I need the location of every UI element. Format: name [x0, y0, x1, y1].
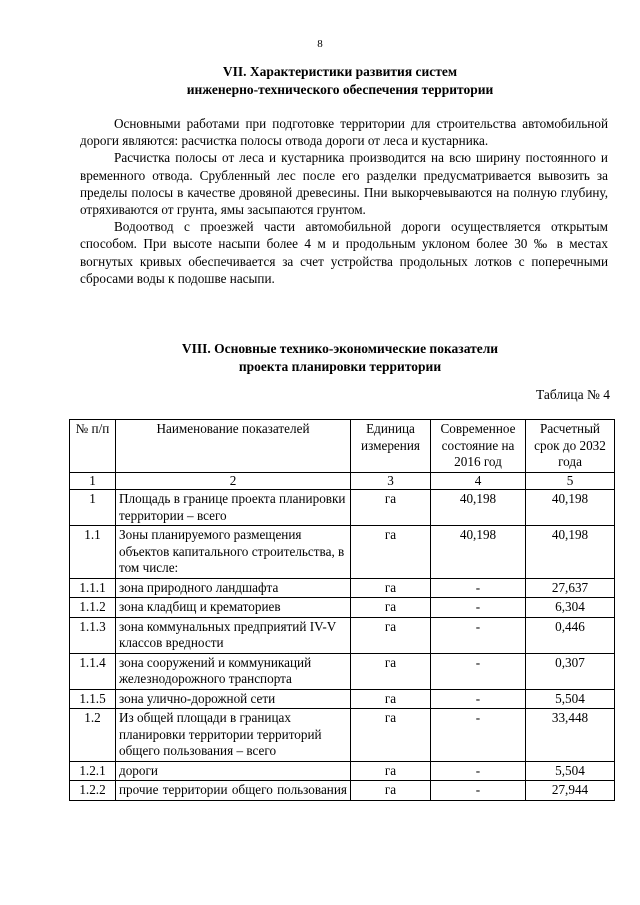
paragraph: Расчистка полосы от леса и кустарника производится на всю ширину постоянного и временного отвода. Срубленный лес после его разделки предусматривается вывозить за пределы полосы в качестве дровяной древесины. Пни выкорчевываются на полную глубину, отряхиваются от грунта, ямы засыпаются грунтом. [80, 150, 608, 218]
header-num: № п/п [70, 420, 116, 473]
target-value: 5,504 [526, 761, 615, 781]
table-header-row [70, 420, 615, 473]
section-7-body [80, 115, 608, 287]
section-7-title-line-2: инженерно-технического обеспечения территории [186, 82, 494, 97]
paragraph: Основными работами при подготовке территории для строительства автомобильной дороги являются: расчистка полосы отвода дороги от леса и кустарника. [80, 116, 608, 149]
indicator-name: Из общей площади в границах планировки территории территорий общего пользования – всего [116, 709, 351, 762]
target-value: 40,198 [526, 490, 615, 526]
target-value: 0,446 [526, 617, 615, 653]
table-caption: Таблица № 4 [536, 387, 610, 402]
indicator-name: зона сооружений и коммуникаций железнодорожного транспорта [116, 653, 351, 689]
target-value: 5,504 [526, 689, 615, 709]
row-number: 1 [70, 490, 116, 526]
table-row [70, 689, 615, 709]
row-number: 1.2.1 [70, 761, 116, 781]
page-number: 8 [317, 38, 323, 50]
unit: га [351, 781, 431, 801]
unit: га [351, 761, 431, 781]
current-value: 40,198 [431, 526, 526, 579]
column-index-row [70, 472, 615, 490]
target-value: 27,637 [526, 578, 615, 598]
row-number: 1.1.1 [70, 578, 116, 598]
section-8-title-line-2: проекта планировки территории [238, 359, 442, 374]
section-8-heading [60, 340, 620, 376]
header-name: Наименование показателей [116, 420, 351, 473]
column-index: 4 [431, 472, 526, 490]
current-value: - [431, 653, 526, 689]
table-row [70, 781, 615, 801]
current-value: - [431, 578, 526, 598]
unit: га [351, 653, 431, 689]
current-value: 40,198 [431, 490, 526, 526]
indicator-name: зона коммунальных предприятий IV-V классов вредности [116, 617, 351, 653]
unit: га [351, 526, 431, 579]
table-row [70, 709, 615, 762]
unit: га [351, 689, 431, 709]
target-value: 0,307 [526, 653, 615, 689]
current-value: - [431, 761, 526, 781]
row-number: 1.1.2 [70, 598, 116, 618]
table-row [70, 598, 615, 618]
row-number: 1.2.2 [70, 781, 116, 801]
indicator-name: прочие территории общего пользования [116, 781, 351, 801]
indicator-name: зона кладбищ и крематориев [116, 598, 351, 618]
table-row [70, 526, 615, 579]
column-index: 3 [351, 472, 431, 490]
unit: га [351, 709, 431, 762]
header-current: Современное состояние на 2016 год [431, 420, 526, 473]
indicators-table [69, 419, 615, 801]
target-value: 27,944 [526, 781, 615, 801]
table-row [70, 653, 615, 689]
current-value: - [431, 617, 526, 653]
column-index: 2 [116, 472, 351, 490]
table-row [70, 490, 615, 526]
header-target: Расчетный срок до 2032 года [526, 420, 615, 473]
row-number: 1.1.5 [70, 689, 116, 709]
header-unit: Единица измерения [351, 420, 431, 473]
indicator-name: Площадь в границе проекта планировки территории – всего [116, 490, 351, 526]
current-value: - [431, 598, 526, 618]
paragraph: Водоотвод с проезжей части автомобильной дороги осуществляется открытым способом. При высоте насыпи более 4 м и продольным уклоном более 30 ‰ в местах вогнутых кривых обеспечивается за счет устройства продольных лотков с поперечными сбросами воды к подошве насыпи. [80, 219, 608, 286]
column-index: 1 [70, 472, 116, 490]
indicator-name: зона улично-дорожной сети [116, 689, 351, 709]
indicator-name: Зоны планируемого размещения объектов капитального строительства, в том числе: [116, 526, 351, 579]
target-value: 33,448 [526, 709, 615, 762]
section-7-heading [60, 63, 620, 99]
unit: га [351, 598, 431, 618]
column-index: 5 [526, 472, 615, 490]
current-value: - [431, 709, 526, 762]
current-value: - [431, 689, 526, 709]
section-7-title-line-1: VII. Характеристики развития систем [222, 64, 458, 79]
section-8-title-line-1: VIII. Основные технико-экономические показатели [181, 341, 499, 356]
unit: га [351, 490, 431, 526]
indicator-name: дороги [116, 761, 351, 781]
indicator-name: зона природного ландшафта [116, 578, 351, 598]
unit: га [351, 578, 431, 598]
table-row [70, 578, 615, 598]
target-value: 40,198 [526, 526, 615, 579]
table-row [70, 761, 615, 781]
row-number: 1.1.3 [70, 617, 116, 653]
unit: га [351, 617, 431, 653]
current-value: - [431, 781, 526, 801]
row-number: 1.1 [70, 526, 116, 579]
target-value: 6,304 [526, 598, 615, 618]
table-row [70, 617, 615, 653]
row-number: 1.1.4 [70, 653, 116, 689]
row-number: 1.2 [70, 709, 116, 762]
